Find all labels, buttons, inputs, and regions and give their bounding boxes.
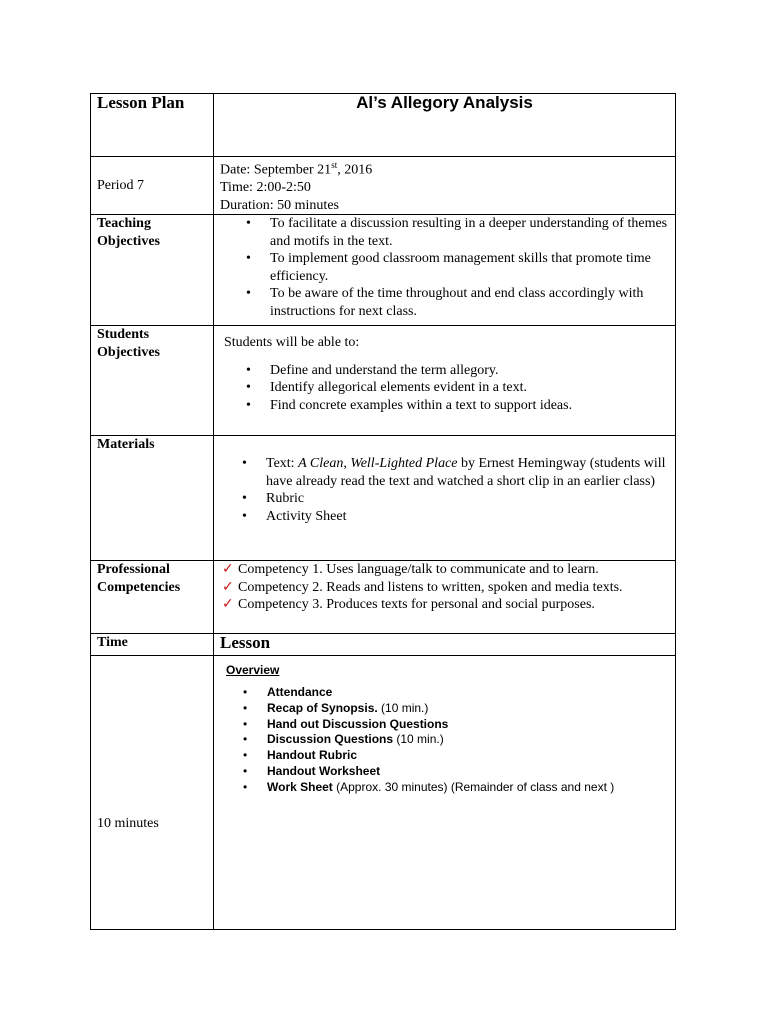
period-cell <box>91 157 214 215</box>
lesson-header-cell <box>214 634 676 656</box>
duration-line: Duration: 50 minutes <box>220 197 339 213</box>
date-suffix-sup: st <box>331 160 338 170</box>
students-objectives-list <box>220 362 669 415</box>
materials-cell <box>214 436 676 561</box>
checkmark-icon: ✓ <box>222 596 234 613</box>
list-item: • Text: A Clean, Well-Lighted Place by Ernest Hemingway (students will have already read the text and watched a short clip in an earlier class) <box>266 455 669 490</box>
list-item: • Hand out Discussion Questions <box>267 717 669 733</box>
checkmark-icon: ✓ <box>222 578 234 595</box>
lesson-plan-label: Lesson Plan <box>97 93 185 112</box>
list-item: • To facilitate a discussion resulting in a deeper understanding of themes and motifs in the text. <box>270 215 669 250</box>
time-label: Time <box>97 635 128 651</box>
checkmark-icon: ✓ <box>222 561 234 578</box>
list-item: ✓ Competency 3. Produces texts for personal and social purposes. <box>222 596 595 613</box>
materials-label: Materials <box>97 437 155 453</box>
overview-heading: Overview <box>226 663 280 678</box>
objectives-label: Objectives <box>97 233 160 249</box>
list-item: • To implement good classroom management skills that promote time efficiency. <box>270 250 669 285</box>
teaching-objectives-label-cell <box>91 215 214 326</box>
teaching-objectives-list <box>220 215 669 320</box>
time-value-cell <box>91 656 214 930</box>
list-item: • Attendance <box>267 685 669 701</box>
lesson-label: Lesson <box>220 633 271 653</box>
competencies-label-cell <box>91 561 214 634</box>
list-item: • To be aware of the time throughout and end class accordingly with instructions for next class. <box>270 285 669 320</box>
list-item: • Discussion Questions (10 min.) <box>267 732 669 748</box>
list-item: • Find concrete examples within a text to support ideas. <box>270 397 669 415</box>
list-item: • Rubric <box>266 490 669 508</box>
overview-list <box>220 685 669 796</box>
list-item: • Identify allegorical elements evident in a text. <box>270 379 669 397</box>
list-item: ✓ Competency 2. Reads and listens to written, spoken and media texts. <box>222 578 623 595</box>
date-line <box>220 157 669 179</box>
schedule-cell <box>214 157 676 215</box>
lesson-plan-label-cell <box>91 94 214 157</box>
students-objectives-cell <box>214 326 676 436</box>
date-prefix: Date: September 21 <box>220 162 332 178</box>
time-value: 10 minutes <box>97 816 159 832</box>
teaching-objectives-cell <box>214 215 676 326</box>
title-cell <box>214 94 676 157</box>
lesson-content-cell <box>214 656 676 930</box>
document-title: Al’s Allegory Analysis <box>356 93 533 112</box>
professional-label: Professional <box>97 562 170 578</box>
list-item: • Recap of Synopsis. (10 min.) <box>267 701 669 717</box>
objectives-label: Objectives <box>97 344 160 360</box>
list-item: • Activity Sheet <box>266 508 669 526</box>
list-item: • Handout Worksheet <box>267 764 669 780</box>
list-item: • Handout Rubric <box>267 748 669 764</box>
materials-label-cell <box>91 436 214 561</box>
lesson-body <box>220 663 669 795</box>
list-item: • Define and understand the term allegory. <box>270 362 669 380</box>
students-intro: Students will be able to: <box>224 335 360 351</box>
period-label: Period 7 <box>97 177 145 193</box>
list-item: • Work Sheet (Approx. 30 minutes) (Remainder of class and next ) <box>267 780 669 796</box>
competencies-cell <box>214 561 676 634</box>
time-header-cell <box>91 634 214 656</box>
time-line: Time: 2:00-2:50 <box>220 180 311 196</box>
competencies-label: Competencies <box>97 579 181 595</box>
competencies-list <box>220 561 669 614</box>
teaching-label: Teaching <box>97 216 151 232</box>
students-label: Students <box>97 327 150 343</box>
list-item: ✓ Competency 1. Uses language/talk to communicate and to learn. <box>222 561 599 578</box>
materials-list <box>220 455 669 525</box>
date-year: , 2016 <box>337 162 373 178</box>
students-objectives-label-cell <box>91 326 214 436</box>
text-title: A Clean, Well-Lighted Place <box>298 456 458 472</box>
lesson-plan-table <box>90 93 676 930</box>
